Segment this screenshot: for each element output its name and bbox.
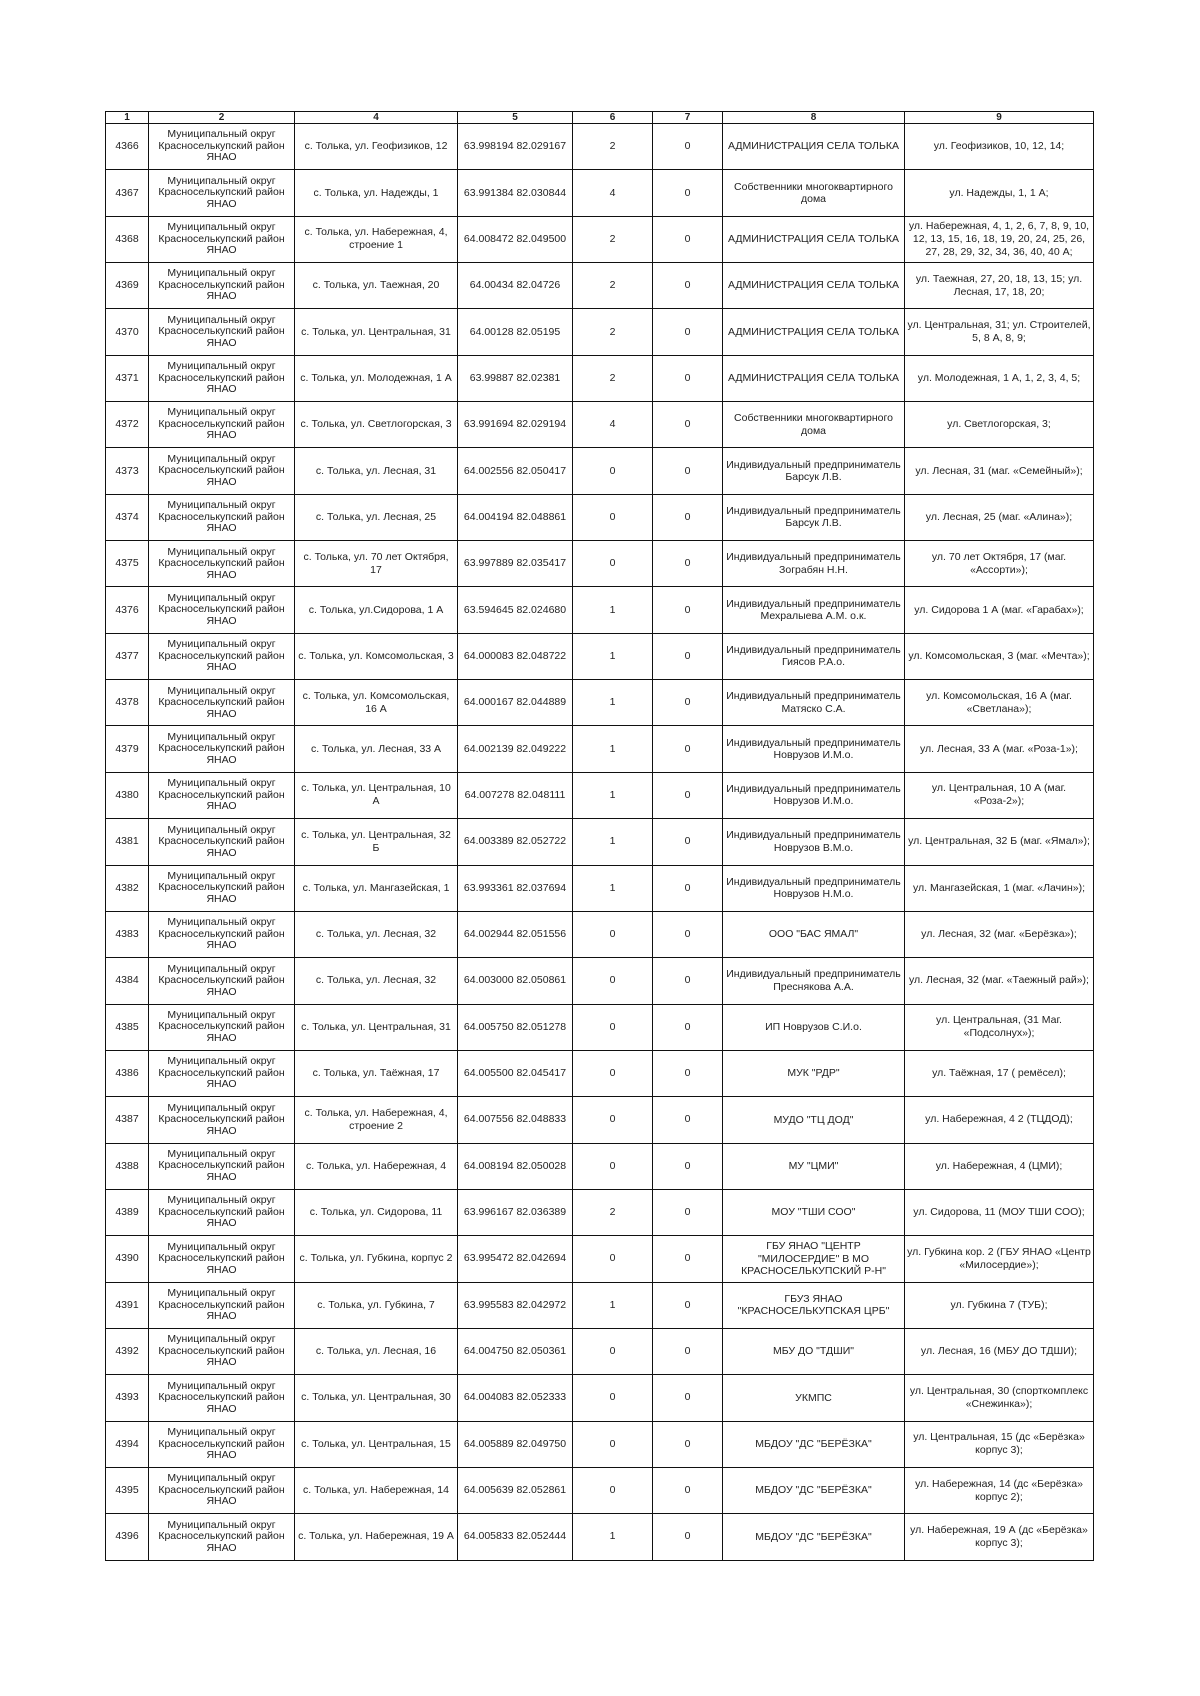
district-cell: Муниципальный округ Красноселькупский район ЯНАО [149,263,295,309]
column-header: 4 [295,112,458,124]
row-number: 4377 [106,633,149,679]
row-number: 4392 [106,1328,149,1374]
count-7-cell: 0 [653,633,723,679]
coordinates-cell: 63.99887 82.02381 [458,355,573,401]
count-7-cell: 0 [653,1097,723,1143]
owner-cell: АДМИНИСТРАЦИЯ СЕЛА ТОЛЬКА [723,124,905,170]
count-6-cell: 0 [573,494,653,540]
row-number: 4370 [106,309,149,355]
address-cell: с. Толька, ул. Центральная, 32 Б [295,819,458,865]
count-6-cell: 0 [573,1097,653,1143]
count-7-cell: 0 [653,263,723,309]
count-6-cell: 1 [573,1514,653,1560]
served-addresses-cell: ул. Лесная, 32 (маг. «Таежный рай»); [905,958,1094,1004]
count-6-cell: 1 [573,865,653,911]
address-cell: с. Толька, ул. Лесная, 32 [295,958,458,1004]
coordinates-cell: 63.991694 82.029194 [458,402,573,448]
address-cell: с. Толька, ул. Набережная, 14 [295,1467,458,1513]
count-6-cell: 1 [573,819,653,865]
coordinates-cell: 64.004750 82.050361 [458,1328,573,1374]
count-7-cell: 0 [653,448,723,494]
address-cell: с. Толька, ул. Центральная, 15 [295,1421,458,1467]
table-row [106,1189,1094,1235]
district-cell: Муниципальный округ Красноселькупский район ЯНАО [149,958,295,1004]
table-row [106,865,1094,911]
count-7-cell: 0 [653,1236,723,1282]
coordinates-cell: 64.005750 82.051278 [458,1004,573,1050]
row-number: 4380 [106,772,149,818]
row-number: 4368 [106,216,149,262]
district-cell: Муниципальный округ Красноселькупский район ЯНАО [149,726,295,772]
row-number: 4390 [106,1236,149,1282]
count-7-cell: 0 [653,124,723,170]
address-cell: с. Толька, ул. Сидорова, 11 [295,1189,458,1235]
count-7-cell: 0 [653,680,723,726]
count-7-cell: 0 [653,1282,723,1328]
count-7-cell: 0 [653,402,723,448]
coordinates-cell: 64.005833 82.052444 [458,1514,573,1560]
coordinates-cell: 64.000083 82.048722 [458,633,573,679]
coordinates-cell: 64.002139 82.049222 [458,726,573,772]
count-6-cell: 2 [573,355,653,401]
row-number: 4387 [106,1097,149,1143]
district-cell: Муниципальный округ Красноселькупский район ЯНАО [149,494,295,540]
owner-cell: Индивидуальный предприниматель Барсук Л.В. [723,494,905,540]
owner-cell: Индивидуальный предприниматель Новрузов И.М.о. [723,726,905,772]
owner-cell: МБДОУ "ДС "БЕРЁЗКА" [723,1467,905,1513]
owner-cell: Собственники многоквартирного дома [723,170,905,216]
owner-cell: АДМИНИСТРАЦИЯ СЕЛА ТОЛЬКА [723,309,905,355]
served-addresses-cell: ул. Центральная, 10 А (маг. «Роза-2»); [905,772,1094,818]
table-row [106,541,1094,587]
count-6-cell: 0 [573,1050,653,1096]
count-6-cell: 0 [573,1328,653,1374]
coordinates-cell: 64.002556 82.050417 [458,448,573,494]
served-addresses-cell: ул. Губкина 7 (ТУБ); [905,1282,1094,1328]
count-6-cell: 4 [573,402,653,448]
count-6-cell: 0 [573,1375,653,1421]
row-number: 4388 [106,1143,149,1189]
column-header: 8 [723,112,905,124]
coordinates-cell: 64.002944 82.051556 [458,911,573,957]
row-number: 4375 [106,541,149,587]
district-cell: Муниципальный округ Красноселькупский район ЯНАО [149,309,295,355]
count-6-cell: 2 [573,1189,653,1235]
table-row [106,587,1094,633]
count-6-cell: 1 [573,633,653,679]
served-addresses-cell: ул. Центральная, (31 Маг. «Подсолнух»); [905,1004,1094,1050]
count-6-cell: 1 [573,680,653,726]
served-addresses-cell: ул. Надежды, 1, 1 А; [905,170,1094,216]
district-cell: Муниципальный округ Красноселькупский район ЯНАО [149,1467,295,1513]
table-body [106,124,1094,1561]
row-number: 4369 [106,263,149,309]
table-row [106,1421,1094,1467]
count-6-cell: 1 [573,1282,653,1328]
coordinates-cell: 63.995472 82.042694 [458,1236,573,1282]
count-6-cell: 4 [573,170,653,216]
address-cell: с. Толька, ул. Таежная, 20 [295,263,458,309]
row-number: 4386 [106,1050,149,1096]
district-cell: Муниципальный округ Красноселькупский район ЯНАО [149,402,295,448]
row-number: 4394 [106,1421,149,1467]
count-6-cell: 1 [573,726,653,772]
count-6-cell: 2 [573,216,653,262]
address-cell: с. Толька, ул. 70 лет Октября, 17 [295,541,458,587]
table-row [106,1097,1094,1143]
table-row [106,216,1094,262]
district-cell: Муниципальный округ Красноселькупский район ЯНАО [149,1514,295,1560]
row-number: 4391 [106,1282,149,1328]
served-addresses-cell: ул. Сидорова 1 А (маг. «Гарабах»); [905,587,1094,633]
count-6-cell: 2 [573,309,653,355]
address-cell: с. Толька, ул. Набережная, 19 А [295,1514,458,1560]
count-7-cell: 0 [653,772,723,818]
count-7-cell: 0 [653,1375,723,1421]
owner-cell: МБДОУ "ДС "БЕРЁЗКА" [723,1514,905,1560]
owner-cell: Индивидуальный предприниматель Барсук Л.В. [723,448,905,494]
coordinates-cell: 63.991384 82.030844 [458,170,573,216]
count-6-cell: 0 [573,1004,653,1050]
coordinates-cell: 64.00434 82.04726 [458,263,573,309]
coordinates-cell: 64.007278 82.048111 [458,772,573,818]
row-number: 4367 [106,170,149,216]
table-header-row [106,112,1094,124]
owner-cell: Индивидуальный предприниматель Гиясов Р.А.о. [723,633,905,679]
registry-table [105,111,1094,1561]
column-header: 1 [106,112,149,124]
served-addresses-cell: ул. Набережная, 14 (дс «Берёзка» корпус 2); [905,1467,1094,1513]
district-cell: Муниципальный округ Красноселькупский район ЯНАО [149,355,295,401]
row-number: 4384 [106,958,149,1004]
owner-cell: МУДО "ТЦ ДОД" [723,1097,905,1143]
district-cell: Муниципальный округ Красноселькупский район ЯНАО [149,124,295,170]
count-7-cell: 0 [653,1050,723,1096]
count-7-cell: 0 [653,216,723,262]
address-cell: с. Толька, ул. Комсомольская, 16 А [295,680,458,726]
table-row [106,402,1094,448]
owner-cell: ИП Новрузов С.И.о. [723,1004,905,1050]
count-7-cell: 0 [653,587,723,633]
address-cell: с. Толька, ул. Лесная, 16 [295,1328,458,1374]
served-addresses-cell: ул. Лесная, 33 А (маг. «Роза-1»); [905,726,1094,772]
owner-cell: Индивидуальный предприниматель Новрузов Н.М.о. [723,865,905,911]
district-cell: Муниципальный округ Красноселькупский район ЯНАО [149,772,295,818]
coordinates-cell: 64.008472 82.049500 [458,216,573,262]
district-cell: Муниципальный округ Красноселькупский район ЯНАО [149,1143,295,1189]
row-number: 4376 [106,587,149,633]
table-row [106,1050,1094,1096]
count-7-cell: 0 [653,309,723,355]
table-row [106,309,1094,355]
served-addresses-cell: ул. Лесная, 25 (маг. «Алина»); [905,494,1094,540]
address-cell: с. Толька, ул. Лесная, 33 А [295,726,458,772]
table-row [106,633,1094,679]
owner-cell: МУ "ЦМИ" [723,1143,905,1189]
served-addresses-cell: ул. Лесная, 32 (маг. «Берёзка»); [905,911,1094,957]
column-header: 6 [573,112,653,124]
table-row [106,448,1094,494]
table-row [106,911,1094,957]
address-cell: с. Толька, ул. Центральная, 31 [295,309,458,355]
count-6-cell: 0 [573,911,653,957]
table-row [106,124,1094,170]
address-cell: с. Толька, ул. Центральная, 10 А [295,772,458,818]
table-row [106,494,1094,540]
address-cell: с. Толька, ул. Губкина, 7 [295,1282,458,1328]
coordinates-cell: 64.005889 82.049750 [458,1421,573,1467]
district-cell: Муниципальный округ Красноселькупский район ЯНАО [149,1328,295,1374]
column-header: 7 [653,112,723,124]
row-number: 4382 [106,865,149,911]
district-cell: Муниципальный округ Красноселькупский район ЯНАО [149,587,295,633]
owner-cell: Индивидуальный предприниматель Преснякова А.А. [723,958,905,1004]
served-addresses-cell: ул. Комсомольская, 3 (маг. «Мечта»); [905,633,1094,679]
row-number: 4389 [106,1189,149,1235]
coordinates-cell: 64.003000 82.050861 [458,958,573,1004]
served-addresses-cell: ул. Центральная, 31; ул. Строителей, 5, 8 А, 8, 9; [905,309,1094,355]
owner-cell: ГБУЗ ЯНАО "КРАСНОСЕЛЬКУПСКАЯ ЦРБ" [723,1282,905,1328]
served-addresses-cell: ул. 70 лет Октября, 17 (маг. «Ассорти»); [905,541,1094,587]
count-7-cell: 0 [653,541,723,587]
row-number: 4396 [106,1514,149,1560]
served-addresses-cell: ул. Набережная, 19 А (дс «Берёзка» корпус 3); [905,1514,1094,1560]
coordinates-cell: 64.004194 82.048861 [458,494,573,540]
owner-cell: АДМИНИСТРАЦИЯ СЕЛА ТОЛЬКА [723,355,905,401]
district-cell: Муниципальный округ Красноселькупский район ЯНАО [149,819,295,865]
count-7-cell: 0 [653,1467,723,1513]
coordinates-cell: 64.003389 82.052722 [458,819,573,865]
served-addresses-cell: ул. Центральная, 30 (спорткомплекс «Снежинка»); [905,1375,1094,1421]
owner-cell: Индивидуальный предприниматель Матяско С.А. [723,680,905,726]
count-7-cell: 0 [653,1189,723,1235]
coordinates-cell: 64.005639 82.052861 [458,1467,573,1513]
table-row [106,819,1094,865]
count-7-cell: 0 [653,1328,723,1374]
owner-cell: АДМИНИСТРАЦИЯ СЕЛА ТОЛЬКА [723,216,905,262]
table-row [106,1004,1094,1050]
table-row [106,680,1094,726]
served-addresses-cell: ул. Сидорова, 11 (МОУ ТШИ СОО); [905,1189,1094,1235]
owner-cell: Индивидуальный предприниматель Мехралыева А.М. о.к. [723,587,905,633]
coordinates-cell: 64.004083 82.052333 [458,1375,573,1421]
address-cell: с. Толька, ул. Лесная, 32 [295,911,458,957]
district-cell: Муниципальный округ Красноселькупский район ЯНАО [149,541,295,587]
table-row [106,1282,1094,1328]
coordinates-cell: 64.008194 82.050028 [458,1143,573,1189]
count-7-cell: 0 [653,1421,723,1467]
coordinates-cell: 63.996167 82.036389 [458,1189,573,1235]
count-7-cell: 0 [653,1143,723,1189]
address-cell: с. Толька, ул. Комсомольская, 3 [295,633,458,679]
address-cell: с. Толька, ул. Таёжная, 17 [295,1050,458,1096]
owner-cell: МОУ "ТШИ СОО" [723,1189,905,1235]
owner-cell: Собственники многоквартирного дома [723,402,905,448]
address-cell: с. Толька, ул. Губкина, корпус 2 [295,1236,458,1282]
row-number: 4383 [106,911,149,957]
row-number: 4378 [106,680,149,726]
count-7-cell: 0 [653,355,723,401]
row-number: 4395 [106,1467,149,1513]
column-header: 5 [458,112,573,124]
table-row [106,263,1094,309]
address-cell: с. Толька, ул. Центральная, 30 [295,1375,458,1421]
column-header: 2 [149,112,295,124]
count-6-cell: 2 [573,263,653,309]
owner-cell: МБУ ДО "ТДШИ" [723,1328,905,1374]
district-cell: Муниципальный округ Красноселькупский район ЯНАО [149,911,295,957]
district-cell: Муниципальный округ Красноселькупский район ЯНАО [149,1236,295,1282]
address-cell: с. Толька, ул. Лесная, 25 [295,494,458,540]
address-cell: с. Толька, ул. Светлогорская, 3 [295,402,458,448]
row-number: 4366 [106,124,149,170]
row-number: 4372 [106,402,149,448]
served-addresses-cell: ул. Светлогорская, 3; [905,402,1094,448]
owner-cell: АДМИНИСТРАЦИЯ СЕЛА ТОЛЬКА [723,263,905,309]
served-addresses-cell: ул. Таежная, 27, 20, 18, 13, 15; ул. Лесная, 17, 18, 20; [905,263,1094,309]
column-header: 9 [905,112,1094,124]
table-row [106,1236,1094,1282]
count-6-cell: 0 [573,1467,653,1513]
served-addresses-cell: ул. Набережная, 4 2 (ТЦДОД); [905,1097,1094,1143]
row-number: 4374 [106,494,149,540]
district-cell: Муниципальный округ Красноселькупский район ЯНАО [149,1189,295,1235]
address-cell: с. Толька, ул. Молодежная, 1 А [295,355,458,401]
served-addresses-cell: ул. Губкина кор. 2 (ГБУ ЯНАО «Центр «Милосердие»); [905,1236,1094,1282]
count-7-cell: 0 [653,494,723,540]
count-6-cell: 0 [573,1236,653,1282]
coordinates-cell: 64.007556 82.048833 [458,1097,573,1143]
owner-cell: Индивидуальный предприниматель Зограбян Н.Н. [723,541,905,587]
address-cell: с. Толька, ул. Центральная, 31 [295,1004,458,1050]
district-cell: Муниципальный округ Красноселькупский район ЯНАО [149,448,295,494]
address-cell: с. Толька, ул. Мангазейская, 1 [295,865,458,911]
count-6-cell: 1 [573,587,653,633]
table-row [106,958,1094,1004]
address-cell: с. Толька, ул. Надежды, 1 [295,170,458,216]
address-cell: с. Толька, ул.Сидорова, 1 А [295,587,458,633]
count-6-cell: 0 [573,1143,653,1189]
count-7-cell: 0 [653,1514,723,1560]
table-row [106,772,1094,818]
coordinates-cell: 63.993361 82.037694 [458,865,573,911]
owner-cell: МУК "РДР" [723,1050,905,1096]
coordinates-cell: 63.594645 82.024680 [458,587,573,633]
count-7-cell: 0 [653,865,723,911]
count-7-cell: 0 [653,1004,723,1050]
table-row [106,170,1094,216]
district-cell: Муниципальный округ Красноселькупский район ЯНАО [149,1097,295,1143]
coordinates-cell: 64.005500 82.045417 [458,1050,573,1096]
address-cell: с. Толька, ул. Набережная, 4, строение 1 [295,216,458,262]
district-cell: Муниципальный округ Красноселькупский район ЯНАО [149,216,295,262]
coordinates-cell: 63.995583 82.042972 [458,1282,573,1328]
count-6-cell: 0 [573,541,653,587]
owner-cell: Индивидуальный предприниматель Новрузов В.М.о. [723,819,905,865]
owner-cell: МБДОУ "ДС "БЕРЁЗКА" [723,1421,905,1467]
district-cell: Муниципальный округ Красноселькупский район ЯНАО [149,1421,295,1467]
table-row [106,1328,1094,1374]
district-cell: Муниципальный округ Красноселькупский район ЯНАО [149,1004,295,1050]
district-cell: Муниципальный округ Красноселькупский район ЯНАО [149,1375,295,1421]
served-addresses-cell: ул. Молодежная, 1 А, 1, 2, 3, 4, 5; [905,355,1094,401]
table-row [106,726,1094,772]
coordinates-cell: 64.000167 82.044889 [458,680,573,726]
row-number: 4381 [106,819,149,865]
address-cell: с. Толька, ул. Набережная, 4 [295,1143,458,1189]
served-addresses-cell: ул. Набережная, 4, 1, 2, 6, 7, 8, 9, 10, 12, 13, 15, 16, 18, 19, 20, 24, 25, 26, 27, 28, 29, 32, 34, 36, 40, 40 А; [905,216,1094,262]
count-7-cell: 0 [653,726,723,772]
coordinates-cell: 63.997889 82.035417 [458,541,573,587]
address-cell: с. Толька, ул. Геофизиков, 12 [295,124,458,170]
district-cell: Муниципальный округ Красноселькупский район ЯНАО [149,865,295,911]
served-addresses-cell: ул. Лесная, 16 (МБУ ДО ТДШИ); [905,1328,1094,1374]
address-cell: с. Толька, ул. Лесная, 31 [295,448,458,494]
district-cell: Муниципальный округ Красноселькупский район ЯНАО [149,1282,295,1328]
row-number: 4371 [106,355,149,401]
table-row [106,1467,1094,1513]
row-number: 4393 [106,1375,149,1421]
row-number: 4373 [106,448,149,494]
count-7-cell: 0 [653,911,723,957]
district-cell: Муниципальный округ Красноселькупский район ЯНАО [149,1050,295,1096]
count-6-cell: 1 [573,772,653,818]
count-6-cell: 0 [573,958,653,1004]
served-addresses-cell: ул. Мангазейская, 1 (маг. «Лачин»); [905,865,1094,911]
row-number: 4379 [106,726,149,772]
served-addresses-cell: ул. Набережная, 4 (ЦМИ); [905,1143,1094,1189]
owner-cell: УКМПС [723,1375,905,1421]
table-row [106,1143,1094,1189]
district-cell: Муниципальный округ Красноселькупский район ЯНАО [149,633,295,679]
served-addresses-cell: ул. Таёжная, 17 ( ремёсел); [905,1050,1094,1096]
count-7-cell: 0 [653,819,723,865]
owner-cell: ГБУ ЯНАО "ЦЕНТР "МИЛОСЕРДИЕ" В МО КРАСНОСЕЛЬКУПСКИЙ Р-Н" [723,1236,905,1282]
owner-cell: Индивидуальный предприниматель Новрузов И.М.о. [723,772,905,818]
address-cell: с. Толька, ул. Набережная, 4, строение 2 [295,1097,458,1143]
coordinates-cell: 64.00128 82.05195 [458,309,573,355]
table-row [106,1375,1094,1421]
row-number: 4385 [106,1004,149,1050]
district-cell: Муниципальный округ Красноселькупский район ЯНАО [149,680,295,726]
served-addresses-cell: ул. Комсомольская, 16 А (маг. «Светлана»); [905,680,1094,726]
count-7-cell: 0 [653,170,723,216]
owner-cell: ООО "БАС ЯМАЛ" [723,911,905,957]
served-addresses-cell: ул. Центральная, 15 (дс «Берёзка» корпус 3); [905,1421,1094,1467]
served-addresses-cell: ул. Геофизиков, 10, 12, 14; [905,124,1094,170]
coordinates-cell: 63.998194 82.029167 [458,124,573,170]
count-7-cell: 0 [653,958,723,1004]
table-row [106,1514,1094,1560]
served-addresses-cell: ул. Лесная, 31 (маг. «Семейный»); [905,448,1094,494]
count-6-cell: 2 [573,124,653,170]
district-cell: Муниципальный округ Красноселькупский район ЯНАО [149,170,295,216]
count-6-cell: 0 [573,448,653,494]
count-6-cell: 0 [573,1421,653,1467]
table-row [106,355,1094,401]
served-addresses-cell: ул. Центральная, 32 Б (маг. «Ямал»); [905,819,1094,865]
